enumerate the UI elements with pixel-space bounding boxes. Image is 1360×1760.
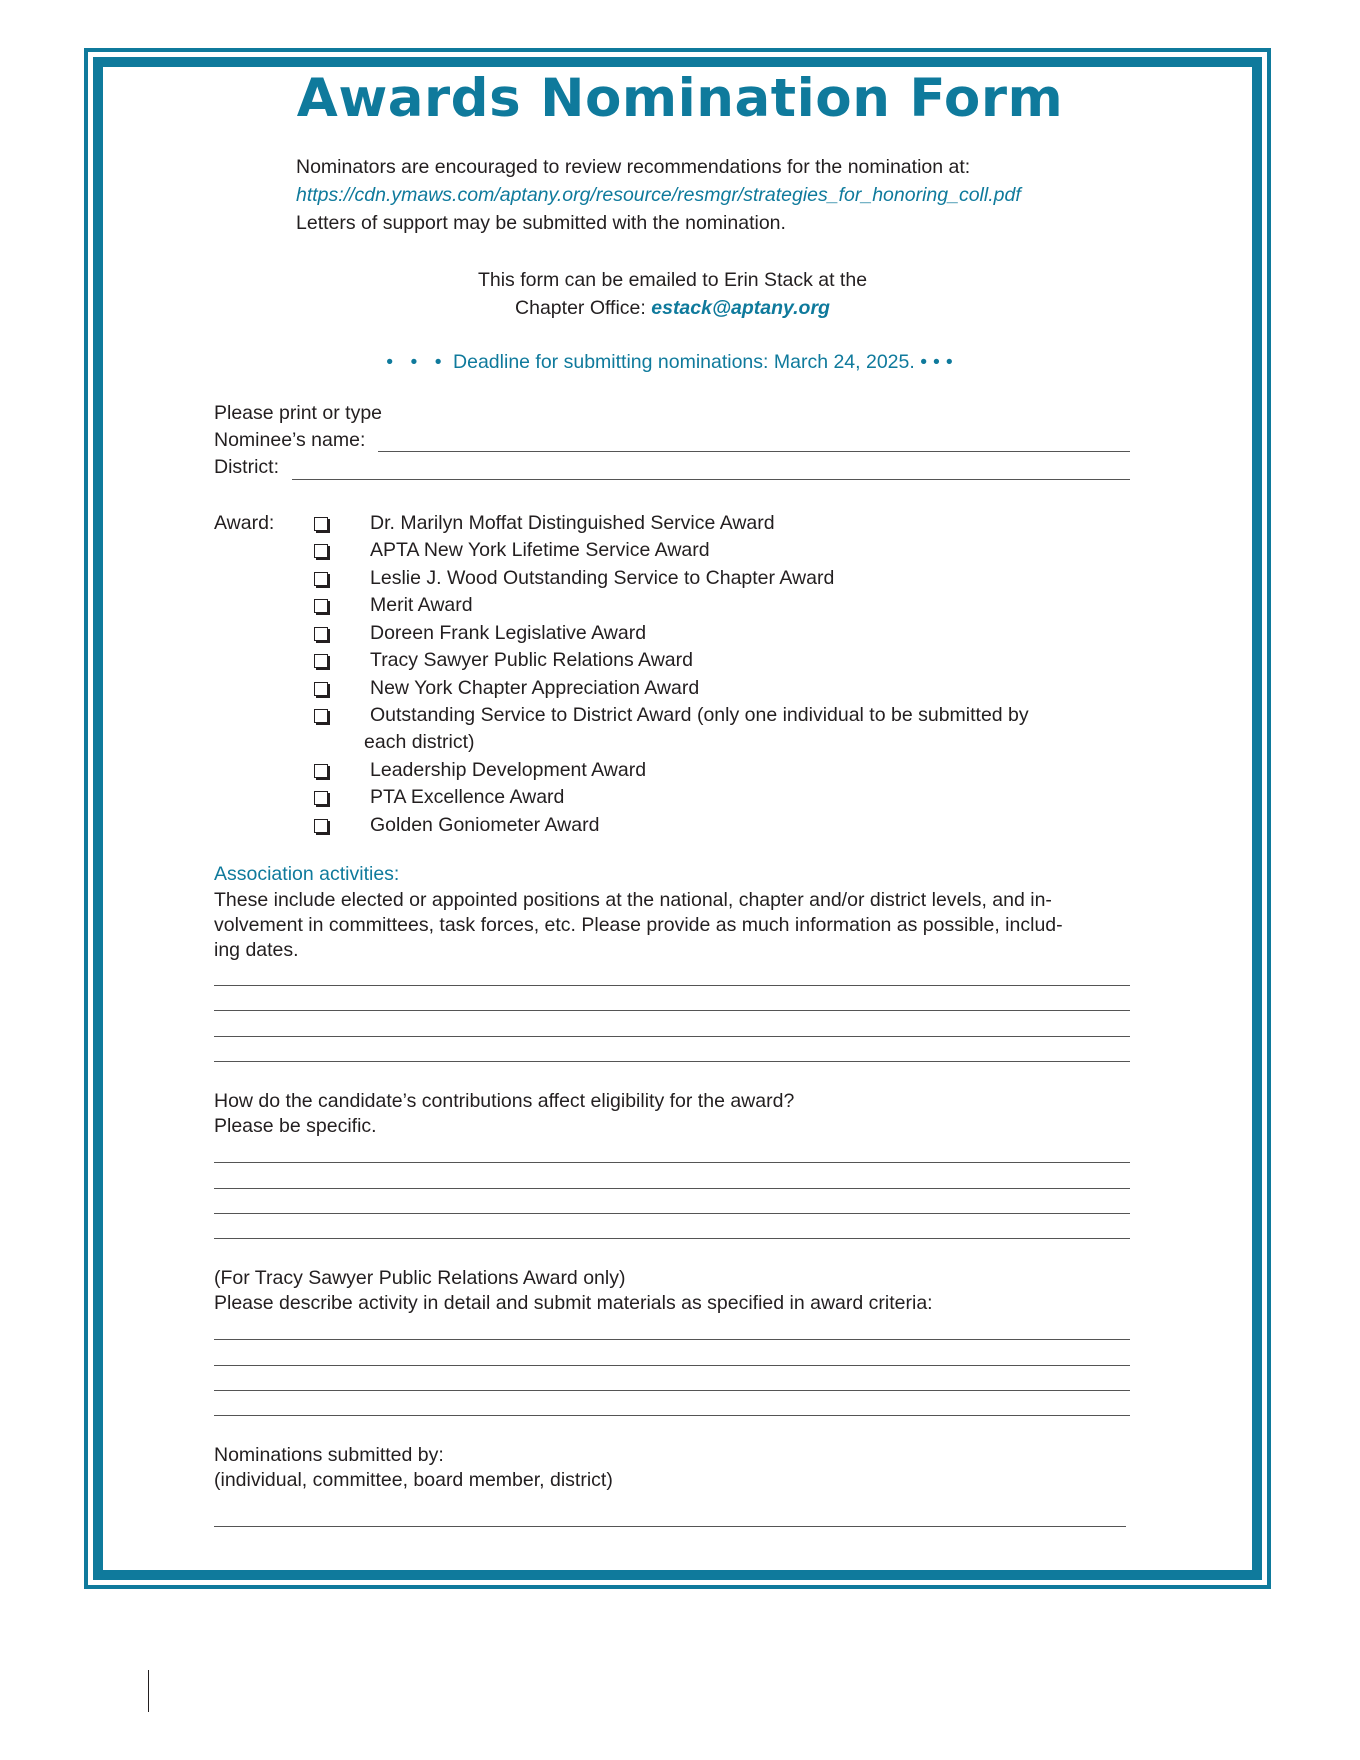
association-description	[214, 888, 1104, 963]
award-option-continuation: each district)	[364, 731, 475, 753]
award-option: Golden Goniometer Award	[370, 814, 600, 836]
form-title: Awards Nomination Form	[296, 68, 1064, 129]
submitted-line: Nominations submitted by:	[214, 1444, 444, 1466]
award-checkbox[interactable]	[314, 544, 328, 558]
award-checkbox[interactable]	[314, 791, 328, 805]
award-checkbox[interactable]	[314, 599, 328, 613]
district-field[interactable]	[292, 479, 1130, 480]
award-option: Leslie J. Wood Outstanding Service to Chapter Award	[370, 567, 835, 589]
district-label: District:	[214, 456, 279, 478]
intro-block	[296, 153, 1021, 237]
contributions-line: How do the candidate’s contributions affect eligibility for the award?	[214, 1090, 795, 1112]
award-checkbox[interactable]	[314, 764, 328, 778]
award-checkbox[interactable]	[314, 517, 328, 531]
contributions-line: Please be specific.	[214, 1115, 377, 1137]
award-checkbox[interactable]	[314, 819, 328, 833]
award-checkbox[interactable]	[314, 654, 328, 668]
deadline-notice	[0, 351, 1345, 374]
award-option: APTA New York Lifetime Service Award	[370, 539, 710, 561]
association-answer-line[interactable]	[214, 985, 1130, 986]
intro-support-line: Letters of support may be submitted with the nomination.	[296, 212, 786, 234]
award-option: Tracy Sawyer Public Relations Award	[370, 649, 693, 671]
award-checkbox[interactable]	[314, 572, 328, 586]
submitted-by	[214, 1443, 1104, 1493]
intro-line: Nominators are encouraged to review recommendations for the nomination at:	[296, 156, 971, 178]
award-option: Merit Award	[370, 594, 473, 616]
award-option: PTA Excellence Award	[370, 786, 565, 808]
deadline-dots-right: •••	[920, 351, 959, 373]
tracy-sawyer-question	[214, 1266, 1104, 1316]
award-checkbox[interactable]	[314, 627, 328, 641]
contributions-answer-line[interactable]	[214, 1188, 1130, 1189]
association-line: These include elected or appointed positions at the national, chapter and/or district levels, and in-	[214, 889, 1052, 911]
association-answer-line[interactable]	[214, 1036, 1130, 1037]
tracy-line: Please describe activity in detail and submit materials as specified in award criteria:	[214, 1292, 933, 1314]
award-option: Dr. Marilyn Moffat Distinguished Service Award	[370, 512, 775, 534]
deadline-text: Deadline for submitting nominations: March 24, 2025.	[453, 351, 915, 373]
email-block	[0, 266, 1345, 322]
contributions-answer-line[interactable]	[214, 1238, 1130, 1239]
association-title: Association activities:	[214, 863, 400, 885]
award-option: Leadership Development Award	[370, 759, 647, 781]
award-option: Doreen Frank Legislative Award	[370, 622, 647, 644]
award-checkbox[interactable]	[314, 682, 328, 696]
association-answer-line[interactable]	[214, 1010, 1130, 1011]
strategies-link[interactable]: https://cdn.ymaws.com/aptany.org/resource/resmgr/strategies_for_honoring_coll.pdf	[296, 184, 1021, 206]
tracy-line: (For Tracy Sawyer Public Relations Award only)	[214, 1267, 626, 1289]
award-checkbox[interactable]	[314, 709, 328, 723]
award-label: Award:	[214, 512, 275, 534]
email-line-1: This form can be emailed to Erin Stack at the	[477, 269, 868, 291]
tracy-answer-line[interactable]	[214, 1365, 1130, 1366]
email-prefix: Chapter Office:	[515, 297, 652, 319]
deadline-dots-left: • • •	[386, 351, 448, 373]
nominee-label: Nominee’s name:	[214, 429, 366, 451]
contributions-answer-line[interactable]	[214, 1213, 1130, 1214]
print-note: Please print or type	[214, 402, 383, 424]
association-line: ing dates.	[214, 939, 299, 961]
tracy-answer-line[interactable]	[214, 1339, 1130, 1340]
nominee-name-field[interactable]	[378, 451, 1130, 452]
association-line: volvement in committees, task forces, etc. Please provide as much information as possible, includ-	[214, 914, 1063, 936]
contributions-answer-line[interactable]	[214, 1162, 1130, 1163]
award-option: Outstanding Service to District Award (only one individual to be submitted by	[370, 704, 1029, 726]
award-option: New York Chapter Appreciation Award	[370, 677, 700, 699]
email-link[interactable]: estack@aptany.org	[651, 297, 830, 319]
submitted-by-field[interactable]	[214, 1526, 1126, 1527]
email-line-2	[0, 294, 1345, 322]
page-margin-marker	[148, 1670, 149, 1712]
tracy-answer-line[interactable]	[214, 1390, 1130, 1391]
submitted-line: (individual, committee, board member, district)	[214, 1469, 613, 1491]
association-answer-line[interactable]	[214, 1061, 1130, 1062]
tracy-answer-line[interactable]	[214, 1415, 1130, 1416]
contributions-question	[214, 1089, 1104, 1139]
